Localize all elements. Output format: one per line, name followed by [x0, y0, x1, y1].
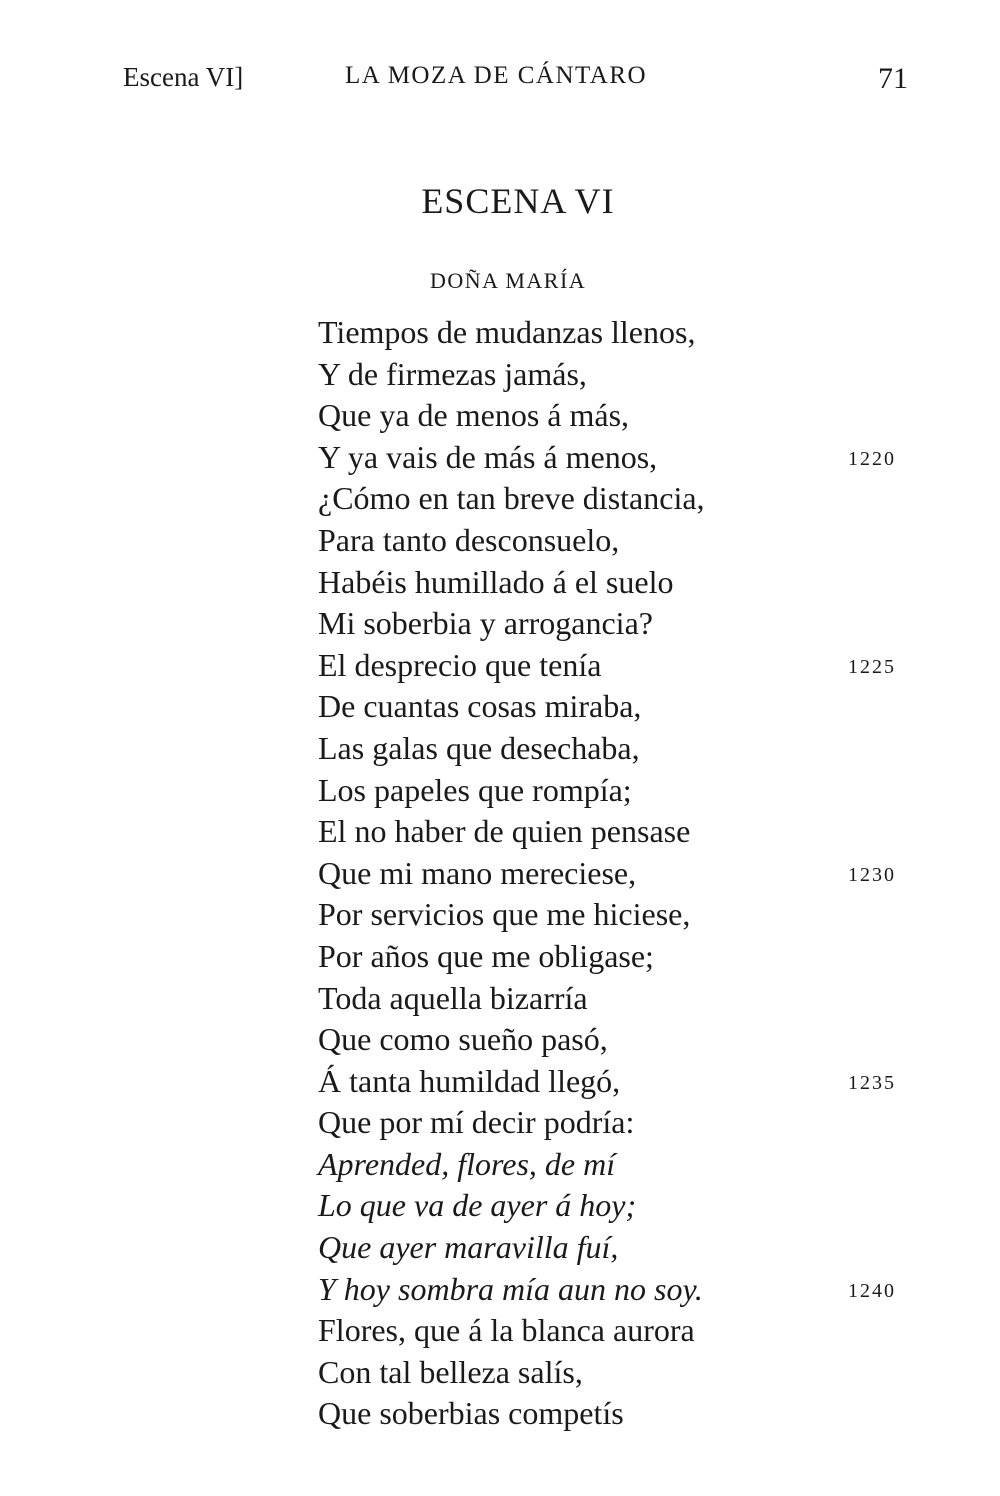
verse-line: [318, 936, 938, 978]
line-number: 1230: [848, 863, 896, 886]
verse-line: [318, 728, 938, 770]
verse-text: Que ayer maravilla fuí,: [318, 1229, 619, 1266]
verse-line: [318, 1269, 938, 1311]
verse-line: [318, 395, 938, 437]
verse-line: [318, 894, 938, 936]
verse-line: [318, 1144, 938, 1186]
verse-text: Con tal belleza salís,: [318, 1353, 583, 1390]
verse-text: ¿Cómo en tan breve distancia,: [318, 480, 705, 517]
verse-line: [318, 1227, 938, 1269]
verse-text: Y ya vais de más á menos,: [318, 438, 658, 475]
verse-line: [318, 853, 938, 895]
running-head-title: LA MOZA DE CÁNTARO: [345, 62, 648, 89]
verse-line: [318, 686, 938, 728]
verse-text: Que mi mano mereciese,: [318, 854, 637, 891]
verse-text: De cuantas cosas miraba,: [318, 688, 642, 725]
verse-text: Á tanta humildad llegó,: [318, 1062, 621, 1099]
verse-line: [318, 1061, 938, 1103]
verse-text: Que ya de menos á más,: [318, 397, 630, 434]
verse-line: [318, 1102, 938, 1144]
verse-line: [318, 1185, 938, 1227]
verse-text: Las galas que desechaba,: [318, 729, 640, 766]
verse-line: [318, 437, 938, 479]
verse-text: El desprecio que tenía: [318, 646, 602, 683]
verse-line: [318, 645, 938, 687]
verse-text: Tiempos de mudanzas llenos,: [318, 314, 696, 350]
running-head-left: Escena VI]: [123, 62, 244, 92]
page-number: 71: [878, 62, 908, 95]
line-number: 1235: [848, 1071, 896, 1094]
verse-line: [318, 354, 938, 396]
verse-block: [318, 312, 938, 1435]
verse-line: [318, 312, 938, 354]
verse-text: Flores, que á la blanca aurora: [318, 1312, 695, 1349]
verse-text: Habéis humillado á el suelo: [318, 563, 674, 600]
verse-line: [318, 811, 938, 853]
verse-text: El no haber de quien pensase: [318, 813, 691, 850]
verse-text: Que por mí decir podría:: [318, 1104, 635, 1141]
verse-line: [318, 978, 938, 1020]
verse-line: [318, 770, 938, 812]
verse-text: Aprended, flores, de mí: [318, 1145, 616, 1182]
verse-text: Que como sueño pasó,: [318, 1021, 608, 1058]
verse-line: [318, 1310, 938, 1352]
verse-line: [318, 1352, 938, 1394]
line-number: 1240: [848, 1279, 896, 1302]
verse-line: [318, 603, 938, 645]
verse-line: [318, 562, 938, 604]
verse-line: [318, 1019, 938, 1061]
verse-text: Toda aquella bizarría: [318, 979, 588, 1016]
verse-text: Y de firmezas jamás,: [318, 355, 587, 392]
line-number: 1225: [848, 655, 896, 678]
verse-line: [318, 520, 938, 562]
line-number: 1220: [848, 447, 896, 470]
running-head: [0, 62, 1000, 102]
verse-text: Que soberbias competís: [318, 1395, 624, 1432]
verse-text: Por años que me obligase;: [318, 937, 654, 974]
verse-text: Mi soberbia y arrogancia?: [318, 605, 653, 642]
scene-title: ESCENA VI: [421, 181, 615, 221]
verse-text: Por servicios que me hiciese,: [318, 896, 691, 933]
verse-line: [318, 478, 938, 520]
speaker-name: DOÑA MARÍA: [430, 268, 587, 293]
verse-text: Para tanto desconsuelo,: [318, 521, 620, 558]
verse-line: [318, 1393, 938, 1435]
verse-text: Y hoy sombra mía aun no soy.: [318, 1270, 703, 1307]
verse-text: Lo que va de ayer á hoy;: [318, 1187, 637, 1224]
verse-text: Los papeles que rompía;: [318, 771, 632, 808]
